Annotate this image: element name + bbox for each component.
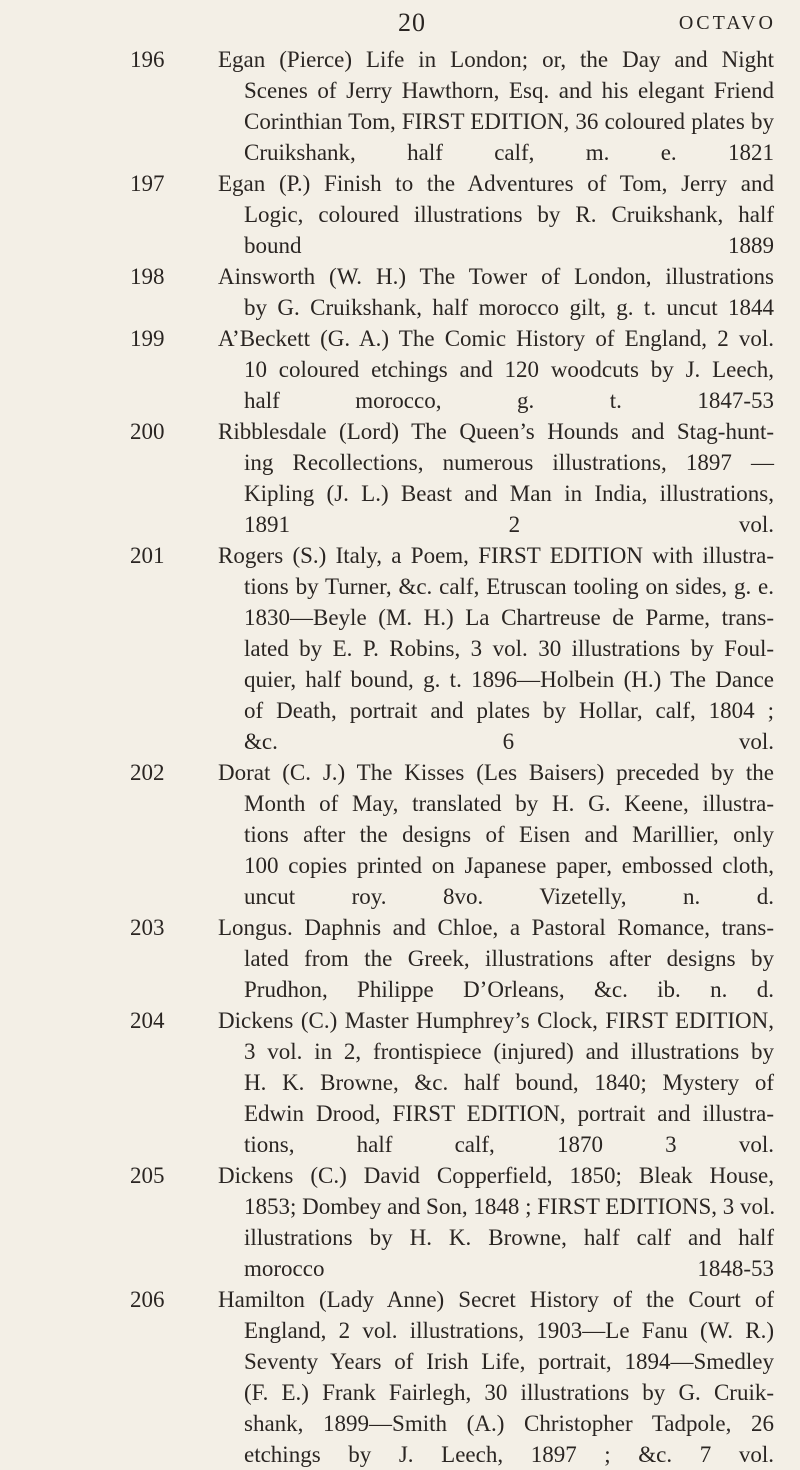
entry-line: uncut roy. 8vo. Vizetelly, n. d. — [244, 884, 774, 909]
entry-line: Seventy Years of Irish Life, portrait, 1894—Smedley — [244, 1349, 774, 1374]
entry-text — [218, 540, 774, 757]
entry-line: tions after the designs of Eisen and Marillier, only — [244, 822, 774, 847]
entry-line: ing Recollections, numerous illustrations, 1897 — — [244, 450, 774, 475]
entry-line: Dickens (C.) Master Humphrey’s Clock, FIRST EDITION, — [218, 1008, 774, 1033]
entry-line: by G. Cruikshank, half morocco gilt, g. t. uncut 1844 — [244, 295, 774, 320]
catalogue-entry — [0, 757, 774, 912]
catalogue-entry — [0, 323, 774, 416]
entry-line: morocco 1848-53 — [244, 1256, 774, 1281]
entry-line: 1853; Dombey and Son, 1848 ; FIRST EDITIONS, 3 vol. — [244, 1194, 776, 1219]
entry-line: (F. E.) Frank Fairlegh, 30 illustrations by G. Cruik- — [244, 1380, 774, 1405]
entry-line: Edwin Drood, FIRST EDITION, portrait and illustra- — [244, 1101, 774, 1126]
page-header — [0, 8, 800, 44]
entry-line: &c. 6 vol. — [244, 729, 774, 754]
entry-text — [218, 757, 774, 912]
entry-line: tions by Turner, &c. calf, Etruscan tooling on sides, g. e. — [244, 574, 774, 599]
running-head: OCTAVO — [678, 12, 776, 34]
entry-line: Rogers (S.) Italy, a Poem, FIRST EDITION with illustra- — [218, 543, 774, 568]
catalogue-entry — [0, 912, 774, 1005]
entry-text — [218, 1160, 774, 1284]
entry-text — [218, 261, 774, 323]
page-number: 20 — [398, 8, 426, 37]
entry-line: 10 coloured etchings and 120 woodcuts by J. Leech, — [244, 357, 774, 382]
entry-line: Logic, coloured illustrations by R. Cruikshank, half — [244, 202, 774, 227]
entry-line: half morocco, g. t. 1847-53 — [244, 388, 774, 413]
entry-line: bound 1889 — [244, 233, 774, 258]
entry-line: shank, 1899—Smith (A.) Christopher Tadpole, 26 — [244, 1411, 774, 1436]
entry-text — [218, 416, 774, 540]
catalogue-entries — [0, 44, 800, 1470]
entry-text — [218, 912, 774, 1005]
entry-line: Ainsworth (W. H.) The Tower of London, illustrations — [218, 264, 774, 289]
entry-line: Kipling (J. L.) Beast and Man in India, illustrations, — [244, 481, 774, 506]
entry-line: Dickens (C.) David Copperfield, 1850; Bleak House, — [218, 1163, 774, 1188]
entry-line: quier, half bound, g. t. 1896—Holbein (H.) The Dance — [244, 667, 774, 692]
entry-line: 1891 2 vol. — [244, 512, 774, 537]
entry-number: 202 — [130, 760, 165, 785]
entry-number: 201 — [130, 543, 165, 568]
entry-text — [218, 1005, 774, 1160]
entry-number: 198 — [130, 264, 165, 289]
entry-line: H. K. Browne, &c. half bound, 1840; Mystery of — [244, 1070, 774, 1095]
entry-number: 197 — [130, 171, 165, 196]
entry-line: Prudhon, Philippe D’Orleans, &c. ib. n. d. — [244, 977, 774, 1002]
entry-number: 199 — [130, 326, 165, 351]
entry-text — [218, 168, 774, 261]
entry-line: England, 2 vol. illustrations, 1903—Le Fanu (W. R.) — [244, 1318, 774, 1343]
entry-text — [218, 1284, 774, 1470]
entry-number: 205 — [130, 1163, 165, 1188]
entry-text — [218, 323, 774, 416]
entry-line: A’Beckett (G. A.) The Comic History of England, 2 vol. — [218, 326, 774, 351]
entry-line: 1830—Beyle (M. H.) La Chartreuse de Parme, trans- — [244, 605, 774, 630]
entry-number: 200 — [130, 419, 165, 444]
entry-line: Corinthian Tom, FIRST EDITION, 36 coloured plates by — [244, 109, 774, 134]
catalogue-entry — [0, 261, 774, 323]
entry-number: 203 — [130, 915, 165, 940]
entry-line: lated by E. P. Robins, 3 vol. 30 illustrations by Foul- — [244, 636, 774, 661]
entry-line: 3 vol. in 2, frontispiece (injured) and illustrations by — [244, 1039, 774, 1064]
entry-line: Dorat (C. J.) The Kisses (Les Baisers) preceded by the — [218, 760, 774, 785]
entry-line: of Death, portrait and plates by Hollar, calf, 1804 ; — [244, 698, 774, 723]
entry-line: lated from the Greek, illustrations after designs by — [244, 946, 774, 971]
entry-line: tions, half calf, 1870 3 vol. — [244, 1132, 774, 1157]
catalogue-entry — [0, 1160, 774, 1284]
entry-line: Hamilton (Lady Anne) Secret History of the Court of — [218, 1287, 774, 1312]
entry-line: 100 copies printed on Japanese paper, embossed cloth, — [244, 853, 774, 878]
catalogue-entry — [0, 168, 774, 261]
entry-line: Egan (Pierce) Life in London; or, the Day and Night — [218, 47, 774, 72]
entry-line: illustrations by H. K. Browne, half calf and half — [244, 1225, 774, 1250]
entry-number: 206 — [130, 1287, 165, 1312]
entry-line: Cruikshank, half calf, m. e. 1821 — [244, 140, 774, 165]
catalogue-entry — [0, 416, 774, 540]
entry-line: Ribblesdale (Lord) The Queen’s Hounds and Stag-hunt- — [218, 419, 774, 444]
entry-line: Month of May, translated by H. G. Keene, illustra- — [244, 791, 774, 816]
catalogue-entry — [0, 1284, 774, 1470]
entry-text — [218, 44, 774, 168]
entry-line: Scenes of Jerry Hawthorn, Esq. and his elegant Friend — [244, 78, 774, 103]
entry-number: 196 — [130, 47, 165, 72]
catalogue-entry — [0, 44, 774, 168]
entry-line: Longus. Daphnis and Chloe, a Pastoral Romance, trans- — [218, 915, 774, 940]
entry-line: Egan (P.) Finish to the Adventures of Tom, Jerry and — [218, 171, 774, 196]
entry-line: etchings by J. Leech, 1897 ; &c. 7 vol. — [244, 1442, 774, 1467]
entry-number: 204 — [130, 1008, 165, 1033]
catalogue-entry — [0, 540, 774, 757]
catalogue-entry — [0, 1005, 774, 1160]
